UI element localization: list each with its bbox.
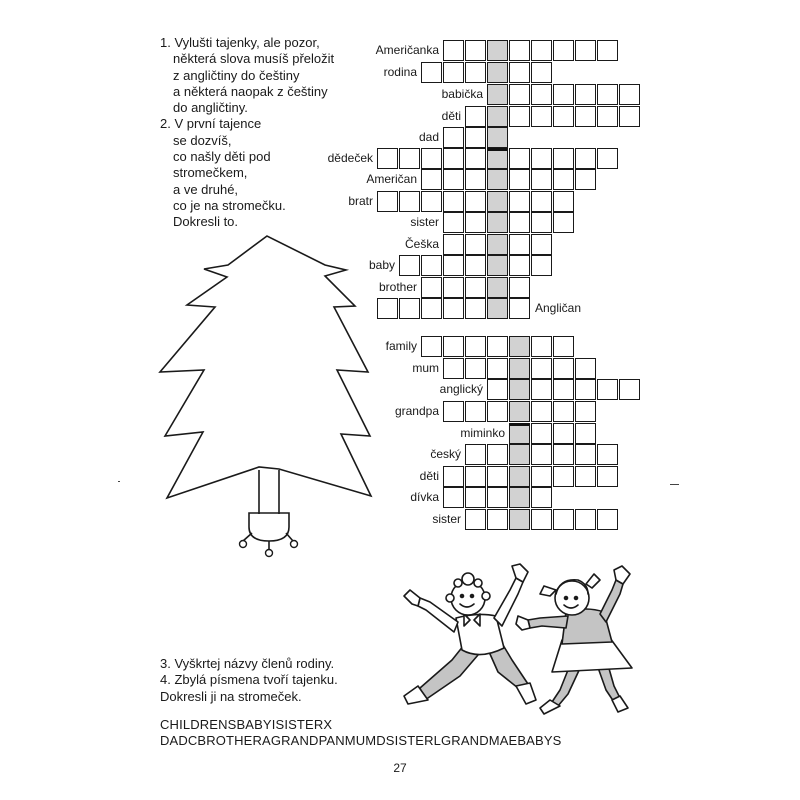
scan-speck (670, 484, 679, 485)
clue-label: děti (441, 109, 461, 123)
instruction-line: se dozvíš, (173, 132, 232, 148)
clue-label: dad (418, 130, 439, 144)
clue-label: Američan (366, 172, 417, 186)
clue-label: baby (368, 258, 395, 272)
boy-figure (404, 564, 536, 704)
clue-label: Češka (404, 237, 439, 251)
clue-label: grandpa (394, 404, 439, 418)
instruction-line: Dokresli ji na stromeček. (160, 688, 302, 704)
instruction-line: do angličtiny. (173, 100, 248, 116)
instruction-line: co našly děti pod (173, 149, 271, 165)
clue-label: Angličan (535, 301, 582, 315)
instruction-line: 4. Zbylá písmena tvoří tajenku. (160, 672, 338, 688)
instruction-line: 1. Vylušti tajenky, ale pozor, (160, 35, 320, 50)
clue-label: family (385, 339, 417, 353)
instruction-line: 2. V první tajence (160, 116, 262, 132)
clue-label: mum (412, 361, 439, 375)
clue-label: anglický (439, 382, 483, 396)
clue-label: dívka (410, 490, 439, 504)
instruction-line: a ve druhé, (173, 181, 239, 197)
instruction-line: 3. Vyškrtej názvy členů rodiny. (160, 656, 335, 671)
clue-label: sister (432, 512, 461, 526)
clue-label: Američanka (375, 43, 439, 57)
clue-label: babička (441, 87, 483, 101)
clue-label: český (430, 447, 461, 461)
clue-label: bratr (348, 194, 373, 208)
scan-speck (118, 481, 120, 482)
instruction-line: z angličtiny do češtiny (173, 67, 300, 83)
page-number: 27 (393, 761, 407, 775)
clue-label: brother (378, 280, 417, 294)
instruction-line: stromečkem, (173, 165, 248, 181)
clue-label: rodina (383, 65, 417, 79)
clue-label: miminko (460, 426, 505, 440)
instruction-line: některá slova musíš přeložit (173, 51, 335, 67)
letter-strings (160, 717, 561, 749)
clue-label: sister (410, 215, 439, 229)
instruction-line: a některá naopak z češtiny (173, 83, 328, 99)
clue-label: děti (419, 469, 439, 483)
instruction-line: co je na stromečku. (173, 197, 286, 213)
letter-string[interactable]: CHILDRENSBABYISISTERX (160, 717, 333, 732)
clue-label: dědeček (327, 151, 373, 165)
instruction-line: Dokresli to. (173, 214, 239, 230)
letter-string[interactable]: DADCBROTHERAGRANDPANMUMDSISTERLGRANDMAEBABYS (160, 733, 562, 748)
instructions-block-2 (160, 656, 338, 705)
